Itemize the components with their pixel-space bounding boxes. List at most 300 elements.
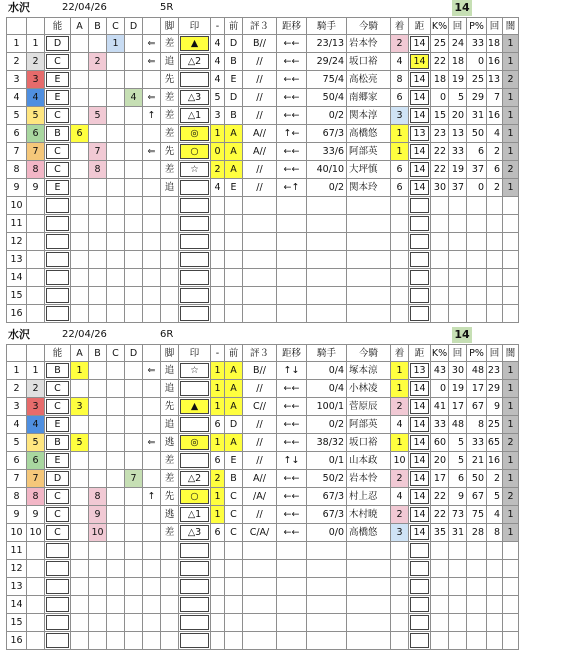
distance-box[interactable]: 13 — [410, 126, 429, 141]
cell-mark[interactable] — [179, 269, 211, 287]
cell-distance[interactable] — [409, 560, 431, 578]
cell-mark[interactable] — [179, 452, 211, 470]
cell-mark[interactable] — [179, 542, 211, 560]
header-horse-num — [27, 18, 45, 35]
header-arrow — [143, 345, 161, 362]
cell-col-d: 4 — [125, 89, 143, 107]
cell-row-num: 1 — [7, 35, 27, 53]
cell-prev: C — [225, 524, 243, 542]
mark-box[interactable] — [180, 561, 209, 576]
header-mark: 印 — [179, 18, 211, 35]
cell-p-pct: 50 — [467, 470, 487, 488]
cell-style: 差 — [161, 35, 179, 53]
ability-box[interactable]: E — [46, 417, 69, 432]
cell-mark[interactable] — [179, 578, 211, 596]
cell-distance[interactable] — [409, 35, 431, 53]
distance-box[interactable]: 14 — [410, 90, 429, 105]
cell-distance[interactable] — [409, 380, 431, 398]
mark-box[interactable] — [180, 270, 209, 285]
ability-box[interactable]: E — [46, 453, 69, 468]
mark-box[interactable]: ☆ — [180, 162, 209, 177]
cell-ability[interactable] — [45, 197, 71, 215]
cell-mark[interactable] — [179, 398, 211, 416]
cell-distance[interactable] — [409, 632, 431, 650]
ability-box[interactable]: C — [46, 525, 69, 540]
cell-finish: 4 — [391, 53, 409, 71]
cell-mark[interactable] — [179, 380, 211, 398]
mark-box[interactable]: △3 — [180, 525, 209, 540]
distance-box[interactable]: 14 — [410, 471, 429, 486]
cell-p-count: 4 — [487, 506, 503, 524]
mark-box[interactable] — [180, 252, 209, 267]
cell-distance[interactable] — [409, 452, 431, 470]
cell-dist-move: ←← — [277, 398, 307, 416]
ability-box[interactable]: C — [46, 108, 69, 123]
cell-distance[interactable] — [409, 614, 431, 632]
cell-dark: 1 — [503, 362, 519, 380]
cell-ability[interactable] — [45, 179, 71, 197]
cell-arrow: ⇐ — [143, 89, 161, 107]
mark-box[interactable]: ◎ — [180, 435, 209, 450]
cell-distance[interactable] — [409, 179, 431, 197]
distance-box[interactable] — [410, 252, 429, 267]
mark-box[interactable] — [180, 453, 209, 468]
cell-mark[interactable] — [179, 215, 211, 233]
cell-distance[interactable] — [409, 269, 431, 287]
table-row — [7, 233, 519, 251]
mark-box[interactable]: △1 — [180, 108, 209, 123]
ability-box[interactable] — [46, 252, 69, 267]
cell-jockey-stat: 67/3 — [307, 488, 347, 506]
ability-box[interactable] — [46, 198, 69, 213]
cell-mark[interactable] — [179, 632, 211, 650]
cell-ability[interactable] — [45, 416, 71, 434]
cell-mark[interactable] — [179, 179, 211, 197]
cell-ability[interactable] — [45, 233, 71, 251]
cell-ability[interactable] — [45, 470, 71, 488]
cell-col-b — [89, 452, 107, 470]
ability-box[interactable]: D — [46, 471, 69, 486]
cell-k-count: 6 — [449, 470, 467, 488]
cell-eval: // — [243, 89, 277, 107]
distance-box[interactable] — [410, 633, 429, 648]
cell-row-num: 8 — [7, 488, 27, 506]
cell-ability[interactable] — [45, 305, 71, 323]
ability-box[interactable] — [46, 288, 69, 303]
cell-mark[interactable] — [179, 53, 211, 71]
cell-style: 差 — [161, 452, 179, 470]
distance-box[interactable] — [410, 288, 429, 303]
cell-horse-num — [27, 287, 45, 305]
distance-box[interactable]: 14 — [410, 162, 429, 177]
cell-col-c — [107, 470, 125, 488]
cell-jockey-stat: 33/6 — [307, 143, 347, 161]
cell-horse-num: 7 — [27, 470, 45, 488]
ability-box[interactable] — [46, 579, 69, 594]
ability-box[interactable]: B — [46, 435, 69, 450]
cell-col-b — [89, 434, 107, 452]
cell-col-b — [89, 380, 107, 398]
cell-ability[interactable] — [45, 53, 71, 71]
cell-arrow — [143, 269, 161, 287]
distance-box[interactable]: 14 — [410, 435, 429, 450]
distance-box[interactable]: 14 — [410, 507, 429, 522]
cell-mark[interactable] — [179, 488, 211, 506]
cell-col-a — [71, 632, 89, 650]
distance-box[interactable] — [410, 270, 429, 285]
header-arrow — [143, 18, 161, 35]
cell-col-b: 2 — [89, 53, 107, 71]
ability-box[interactable]: E — [46, 180, 69, 195]
distance-box[interactable]: 14 — [410, 36, 429, 51]
mark-box[interactable] — [180, 417, 209, 432]
cell-distance[interactable] — [409, 596, 431, 614]
cell-distance[interactable] — [409, 362, 431, 380]
mark-box[interactable]: ◎ — [180, 126, 209, 141]
ability-box[interactable]: C — [46, 54, 69, 69]
cell-mark[interactable] — [179, 305, 211, 323]
cell-distance[interactable] — [409, 416, 431, 434]
ability-box[interactable]: E — [46, 90, 69, 105]
cell-distance[interactable] — [409, 125, 431, 143]
cell-dash — [211, 560, 225, 578]
mark-box[interactable]: △2 — [180, 54, 209, 69]
ability-box[interactable] — [46, 543, 69, 558]
header-k-pct: K% — [431, 345, 449, 362]
cell-ability[interactable] — [45, 506, 71, 524]
cell-distance[interactable] — [409, 287, 431, 305]
cell-jockey-stat — [307, 287, 347, 305]
cell-eval — [243, 251, 277, 269]
mark-box[interactable] — [180, 198, 209, 213]
cell-col-c — [107, 416, 125, 434]
race-table — [6, 17, 519, 323]
cell-ability[interactable] — [45, 161, 71, 179]
cell-jockey: 南郷家 — [347, 89, 391, 107]
cell-ability[interactable] — [45, 398, 71, 416]
cell-mark[interactable] — [179, 416, 211, 434]
cell-col-c — [107, 506, 125, 524]
cell-mark[interactable] — [179, 524, 211, 542]
cell-dark — [503, 305, 519, 323]
cell-jockey-stat: 0/2 — [307, 179, 347, 197]
cell-distance[interactable] — [409, 251, 431, 269]
cell-ability[interactable] — [45, 362, 71, 380]
mark-box[interactable]: △3 — [180, 90, 209, 105]
cell-ability[interactable] — [45, 35, 71, 53]
cell-ability[interactable] — [45, 542, 71, 560]
cell-col-a: 6 — [71, 125, 89, 143]
cell-ability[interactable] — [45, 632, 71, 650]
distance-box[interactable] — [410, 198, 429, 213]
cell-ability[interactable] — [45, 107, 71, 125]
cell-col-c — [107, 524, 125, 542]
cell-finish: 3 — [391, 524, 409, 542]
cell-p-pct — [467, 542, 487, 560]
cell-jockey: 小林凌 — [347, 380, 391, 398]
distance-box[interactable]: 14 — [410, 108, 429, 123]
cell-mark[interactable] — [179, 107, 211, 125]
cell-style: 追 — [161, 179, 179, 197]
cell-mark[interactable] — [179, 614, 211, 632]
ability-box[interactable] — [46, 306, 69, 321]
cell-jockey-stat — [307, 251, 347, 269]
cell-distance[interactable] — [409, 161, 431, 179]
cell-arrow — [143, 251, 161, 269]
cell-ability[interactable] — [45, 251, 71, 269]
cell-mark[interactable] — [179, 362, 211, 380]
cell-p-pct: 29 — [467, 89, 487, 107]
cell-dark — [503, 632, 519, 650]
mark-box[interactable]: △2 — [180, 471, 209, 486]
cell-ability[interactable] — [45, 452, 71, 470]
cell-jockey: 坂口裕 — [347, 53, 391, 71]
distance-box[interactable] — [410, 234, 429, 249]
cell-arrow: ⇐ — [143, 53, 161, 71]
ability-box[interactable]: B — [46, 363, 69, 378]
cell-jockey-stat: 0/2 — [307, 107, 347, 125]
header-eval: 評３ — [243, 18, 277, 35]
distance-box[interactable] — [410, 306, 429, 321]
cell-col-c — [107, 89, 125, 107]
mark-box[interactable] — [180, 579, 209, 594]
cell-col-b — [89, 362, 107, 380]
cell-ability[interactable] — [45, 71, 71, 89]
mark-box[interactable] — [180, 306, 209, 321]
mark-box[interactable] — [180, 615, 209, 630]
distance-box[interactable]: 14 — [410, 144, 429, 159]
cell-mark[interactable] — [179, 161, 211, 179]
cell-p-pct: 6 — [467, 143, 487, 161]
cell-mark[interactable] — [179, 143, 211, 161]
distance-box[interactable] — [410, 597, 429, 612]
cell-ability[interactable] — [45, 269, 71, 287]
header-col-b: B — [89, 345, 107, 362]
distance-box[interactable] — [410, 579, 429, 594]
cell-k-count: 20 — [449, 107, 467, 125]
cell-finish — [391, 269, 409, 287]
cell-dist-move — [277, 269, 307, 287]
ability-box[interactable]: C — [46, 162, 69, 177]
mark-box[interactable]: ○ — [180, 489, 209, 504]
header-row-num — [7, 345, 27, 362]
cell-arrow: ⇐ — [143, 434, 161, 452]
cell-distance[interactable] — [409, 71, 431, 89]
cell-mark[interactable] — [179, 233, 211, 251]
cell-distance[interactable] — [409, 506, 431, 524]
ability-box[interactable]: C — [46, 399, 69, 414]
cell-mark[interactable] — [179, 35, 211, 53]
cell-col-d — [125, 488, 143, 506]
cell-ability[interactable] — [45, 380, 71, 398]
cell-distance[interactable] — [409, 488, 431, 506]
distance-box[interactable] — [410, 543, 429, 558]
header-prev: 前 — [225, 345, 243, 362]
cell-p-pct — [467, 215, 487, 233]
ability-box[interactable]: C — [46, 507, 69, 522]
cell-k-pct: 60 — [431, 434, 449, 452]
distance-box[interactable] — [410, 615, 429, 630]
mark-box[interactable] — [180, 234, 209, 249]
cell-distance[interactable] — [409, 215, 431, 233]
distance-box[interactable]: 14 — [410, 381, 429, 396]
mark-box[interactable] — [180, 633, 209, 648]
cell-dark: 1 — [503, 416, 519, 434]
cell-distance[interactable] — [409, 578, 431, 596]
cell-jockey: 関本玲 — [347, 179, 391, 197]
cell-ability[interactable] — [45, 578, 71, 596]
cell-jockey-stat — [307, 542, 347, 560]
cell-mark[interactable] — [179, 287, 211, 305]
distance-box[interactable]: 14 — [410, 525, 429, 540]
ability-box[interactable]: C — [46, 381, 69, 396]
cell-distance[interactable] — [409, 233, 431, 251]
header-jockey-stat: 騎手 — [307, 345, 347, 362]
ability-box[interactable]: B — [46, 126, 69, 141]
cell-row-num: 14 — [7, 596, 27, 614]
mark-box[interactable] — [180, 216, 209, 231]
cell-mark[interactable] — [179, 434, 211, 452]
cell-finish — [391, 287, 409, 305]
cell-mark[interactable] — [179, 125, 211, 143]
cell-dash — [211, 269, 225, 287]
cell-col-a — [71, 560, 89, 578]
cell-k-pct: 15 — [431, 107, 449, 125]
cell-distance[interactable] — [409, 542, 431, 560]
cell-col-c — [107, 71, 125, 89]
ability-box[interactable] — [46, 216, 69, 231]
mark-box[interactable] — [180, 288, 209, 303]
cell-distance[interactable] — [409, 524, 431, 542]
cell-finish: 3 — [391, 107, 409, 125]
cell-col-b — [89, 269, 107, 287]
distance-box[interactable]: 14 — [410, 54, 429, 69]
cell-finish — [391, 233, 409, 251]
cell-dist-move: ←← — [277, 53, 307, 71]
cell-k-count — [449, 233, 467, 251]
ability-box[interactable]: E — [46, 72, 69, 87]
cell-p-count — [487, 596, 503, 614]
cell-distance[interactable] — [409, 53, 431, 71]
ability-box[interactable]: C — [46, 489, 69, 504]
cell-horse-num — [27, 542, 45, 560]
cell-ability[interactable] — [45, 524, 71, 542]
cell-dash: 1 — [211, 434, 225, 452]
distance-box[interactable]: 14 — [410, 417, 429, 432]
cell-style — [161, 269, 179, 287]
ability-box[interactable] — [46, 561, 69, 576]
cell-jockey: 岩本怜 — [347, 470, 391, 488]
mark-box[interactable]: ○ — [180, 144, 209, 159]
cell-ability[interactable] — [45, 215, 71, 233]
distance-box[interactable]: 14 — [410, 72, 429, 87]
mark-box[interactable]: ▲ — [180, 399, 209, 414]
cell-ability[interactable] — [45, 560, 71, 578]
cell-mark[interactable] — [179, 251, 211, 269]
distance-box[interactable]: 14 — [410, 180, 429, 195]
mark-box[interactable] — [180, 72, 209, 87]
cell-p-count: 9 — [487, 398, 503, 416]
cell-mark[interactable] — [179, 89, 211, 107]
ability-box[interactable] — [46, 633, 69, 648]
ability-box[interactable]: C — [46, 144, 69, 159]
mark-box[interactable] — [180, 180, 209, 195]
cell-dist-move — [277, 632, 307, 650]
cell-row-num: 4 — [7, 416, 27, 434]
mark-box[interactable]: △1 — [180, 507, 209, 522]
distance-box[interactable]: 13 — [410, 363, 429, 378]
cell-distance[interactable] — [409, 398, 431, 416]
cell-distance[interactable] — [409, 143, 431, 161]
distance-box[interactable] — [410, 216, 429, 231]
cell-k-pct — [431, 215, 449, 233]
cell-mark[interactable] — [179, 596, 211, 614]
cell-distance[interactable] — [409, 470, 431, 488]
cell-dark: 1 — [503, 470, 519, 488]
cell-col-d — [125, 614, 143, 632]
cell-p-pct: 28 — [467, 524, 487, 542]
cell-row-num: 3 — [7, 398, 27, 416]
cell-col-a — [71, 107, 89, 125]
distance-box[interactable]: 14 — [410, 399, 429, 414]
mark-box[interactable] — [180, 597, 209, 612]
mark-box[interactable]: ☆ — [180, 363, 209, 378]
cell-ability[interactable] — [45, 125, 71, 143]
cell-ability[interactable] — [45, 614, 71, 632]
cell-dash: 0 — [211, 143, 225, 161]
cell-distance[interactable] — [409, 434, 431, 452]
cell-ability[interactable] — [45, 596, 71, 614]
distance-box[interactable]: 14 — [410, 489, 429, 504]
cell-mark[interactable] — [179, 71, 211, 89]
cell-distance[interactable] — [409, 197, 431, 215]
cell-eval: // — [243, 452, 277, 470]
mark-box[interactable]: ▲ — [180, 36, 209, 51]
cell-distance[interactable] — [409, 305, 431, 323]
ability-box[interactable] — [46, 597, 69, 612]
cell-distance[interactable] — [409, 107, 431, 125]
cell-ability[interactable] — [45, 287, 71, 305]
cell-col-d — [125, 305, 143, 323]
cell-finish: 8 — [391, 71, 409, 89]
cell-jockey-stat: 38/32 — [307, 434, 347, 452]
distance-box[interactable] — [410, 561, 429, 576]
ability-box[interactable] — [46, 234, 69, 249]
cell-mark[interactable] — [179, 470, 211, 488]
ability-box[interactable] — [46, 615, 69, 630]
cell-mark[interactable] — [179, 560, 211, 578]
distance-box[interactable]: 14 — [410, 453, 429, 468]
cell-ability[interactable] — [45, 434, 71, 452]
cell-finish — [391, 215, 409, 233]
mark-box[interactable] — [180, 381, 209, 396]
ability-box[interactable]: D — [46, 36, 69, 51]
cell-ability[interactable] — [45, 89, 71, 107]
cell-col-b: 8 — [89, 488, 107, 506]
cell-distance[interactable] — [409, 89, 431, 107]
ability-box[interactable] — [46, 270, 69, 285]
cell-mark[interactable] — [179, 506, 211, 524]
cell-col-d — [125, 380, 143, 398]
cell-mark[interactable] — [179, 197, 211, 215]
cell-ability[interactable] — [45, 488, 71, 506]
cell-k-count — [449, 287, 467, 305]
mark-box[interactable] — [180, 543, 209, 558]
cell-ability[interactable] — [45, 143, 71, 161]
cell-p-pct: 33 — [467, 35, 487, 53]
cell-dark — [503, 596, 519, 614]
cell-dark — [503, 614, 519, 632]
